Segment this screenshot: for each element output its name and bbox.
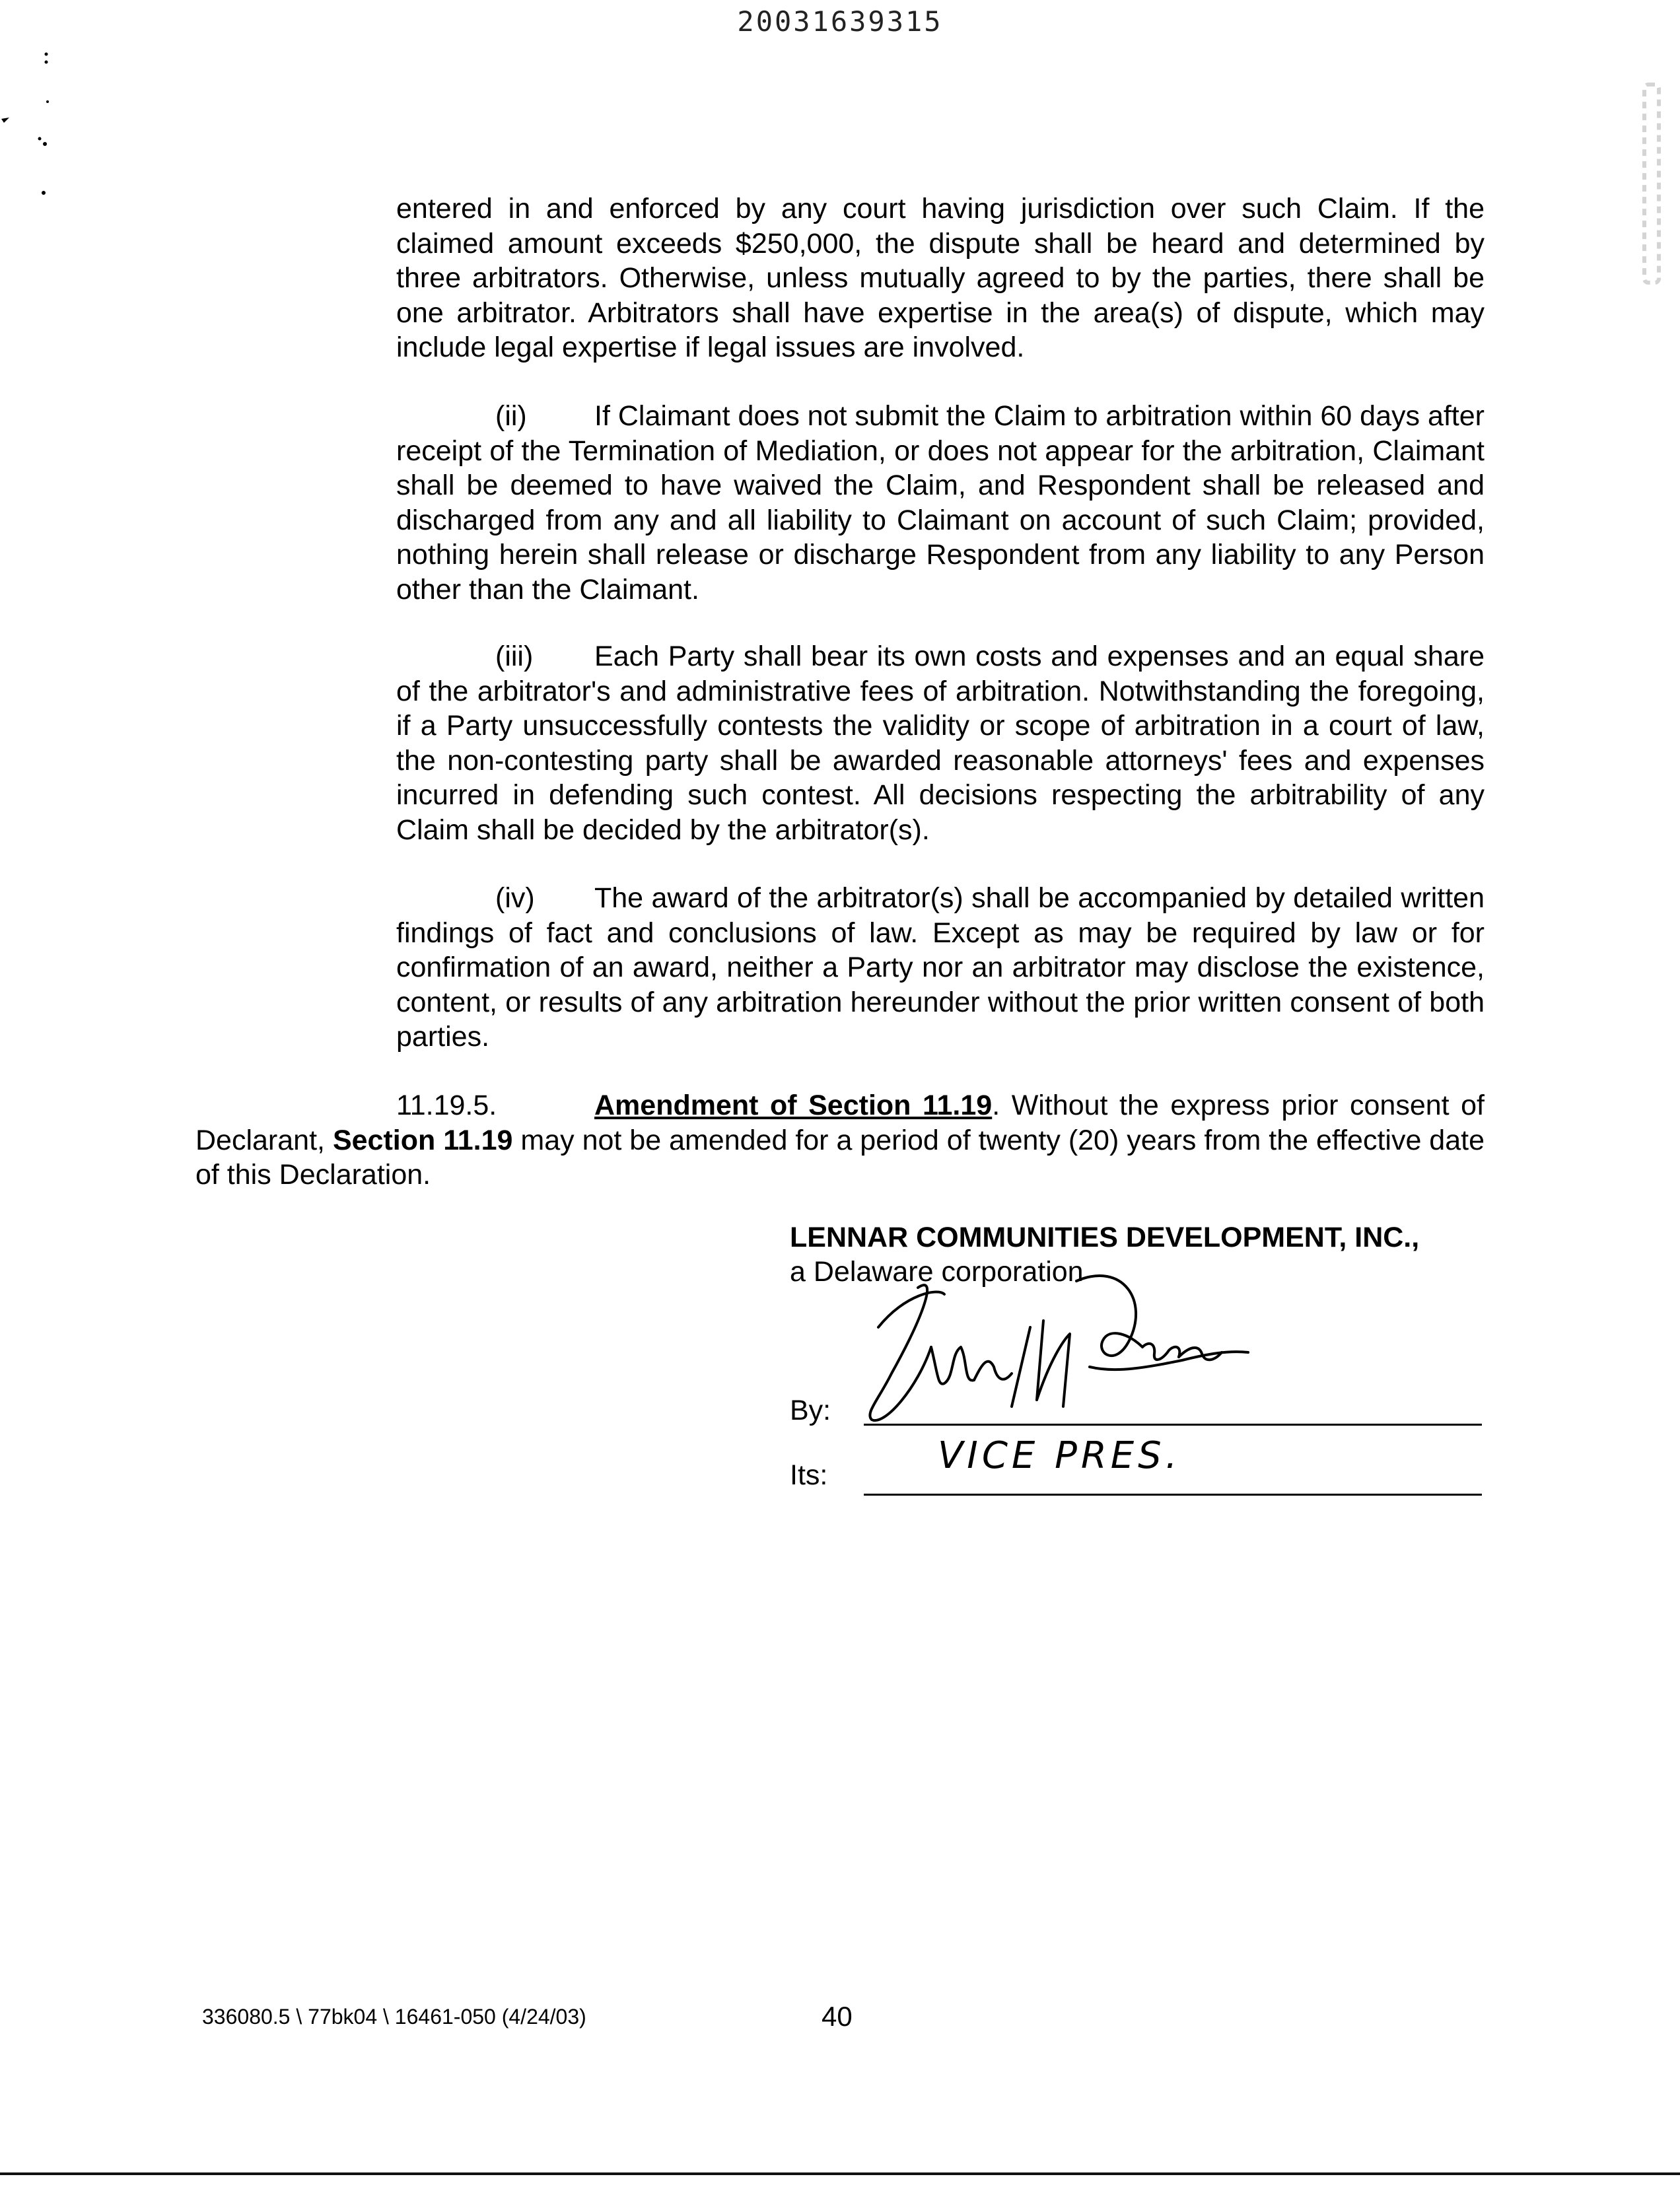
by-signature-line — [864, 1424, 1482, 1426]
by-label: By: — [790, 1395, 831, 1426]
clause-label: (iv) — [495, 882, 535, 914]
paragraph-text: may not be amended for a period of twenty (20) years from the effective date of this Declaration. — [195, 1124, 1485, 1191]
paragraph-text: If Claimant does not submit the Claim to arbitration within 60 days after receipt of the Termination of Mediation, or does not appear for the arbitration, Claimant shall be deemed to have waived the Claim, and Respondent shall be released and discharged from any and all liability to Claimant on account of such Claim; provided, nothing herein shall release or discharge Respondent from any liability to any Person other than the Claimant. — [396, 400, 1485, 606]
company-name: LENNAR COMMUNITIES DEVELOPMENT, INC., — [790, 1222, 1420, 1253]
paragraph-continued — [396, 191, 1485, 365]
section-heading: Amendment of Section 11.19 — [594, 1090, 993, 1121]
scan-margin-marks — [0, 40, 59, 211]
its-title-handwritten: VICE PRES. — [938, 1434, 1181, 1477]
paragraph-text: Each Party shall bear its own costs and expenses and an equal share of the arbitrator's and administrative fees of arbitration. Notwithstanding the foregoing, if a Party unsuccessfully contests the validity or scope of arbitration in a court of law, the non-contesting party shall be awarded reasonable attorneys' fees and expenses incurred in defending such contest. All decisions respecting the arbitrability of any Claim shall be decided by the arbitrator(s). — [396, 641, 1485, 846]
section-number: 11.19.5. — [396, 1090, 497, 1121]
paragraph-text: entered in and enforced by any court having jurisdiction over such Claim. If the claimed amount exceeds $250,000, the dispute shall be heard and determined by three arbitrators. Otherwise, unless mutually agreed to by the parties, there shall be one arbitrator. Arbitrators shall have expertise in the area(s) of dispute, which may include legal expertise if legal issues are involved. — [396, 193, 1485, 364]
section-reference: Section 11.19 — [332, 1124, 513, 1156]
its-label: Its: — [790, 1459, 828, 1491]
paragraph-ii — [396, 399, 1485, 608]
paragraph-iv — [396, 881, 1485, 1055]
paragraph-text: The award of the arbitrator(s) shall be accompanied by detailed written findings of fact and conclusions of law. Except as may be required by law or for confirmation of an award, neither a Party nor an arbitrator may disclose the existence, content, or results of any arbitration hereunder without the prior written consent of both parties. — [396, 882, 1485, 1053]
clause-label: (iii) — [495, 641, 534, 672]
corporation-type: a Delaware corporation — [790, 1256, 1084, 1288]
clause-label: (ii) — [495, 400, 527, 432]
paragraph-text: . Without the express prior consent of Declarant, — [195, 1090, 1485, 1156]
its-signature-line — [864, 1494, 1482, 1496]
paragraph-iii — [396, 639, 1485, 848]
vertical-stamp-mark — [1638, 79, 1667, 291]
scan-bottom-border — [0, 2172, 1680, 2175]
footer-document-reference: 336080.5 \ 77bk04 \ 16461-050 (4/24/03) — [202, 2005, 586, 2029]
document-number: 20031639315 — [737, 5, 943, 38]
page-number: 40 — [822, 2001, 853, 2032]
paragraph-amendment — [195, 1088, 1485, 1193]
